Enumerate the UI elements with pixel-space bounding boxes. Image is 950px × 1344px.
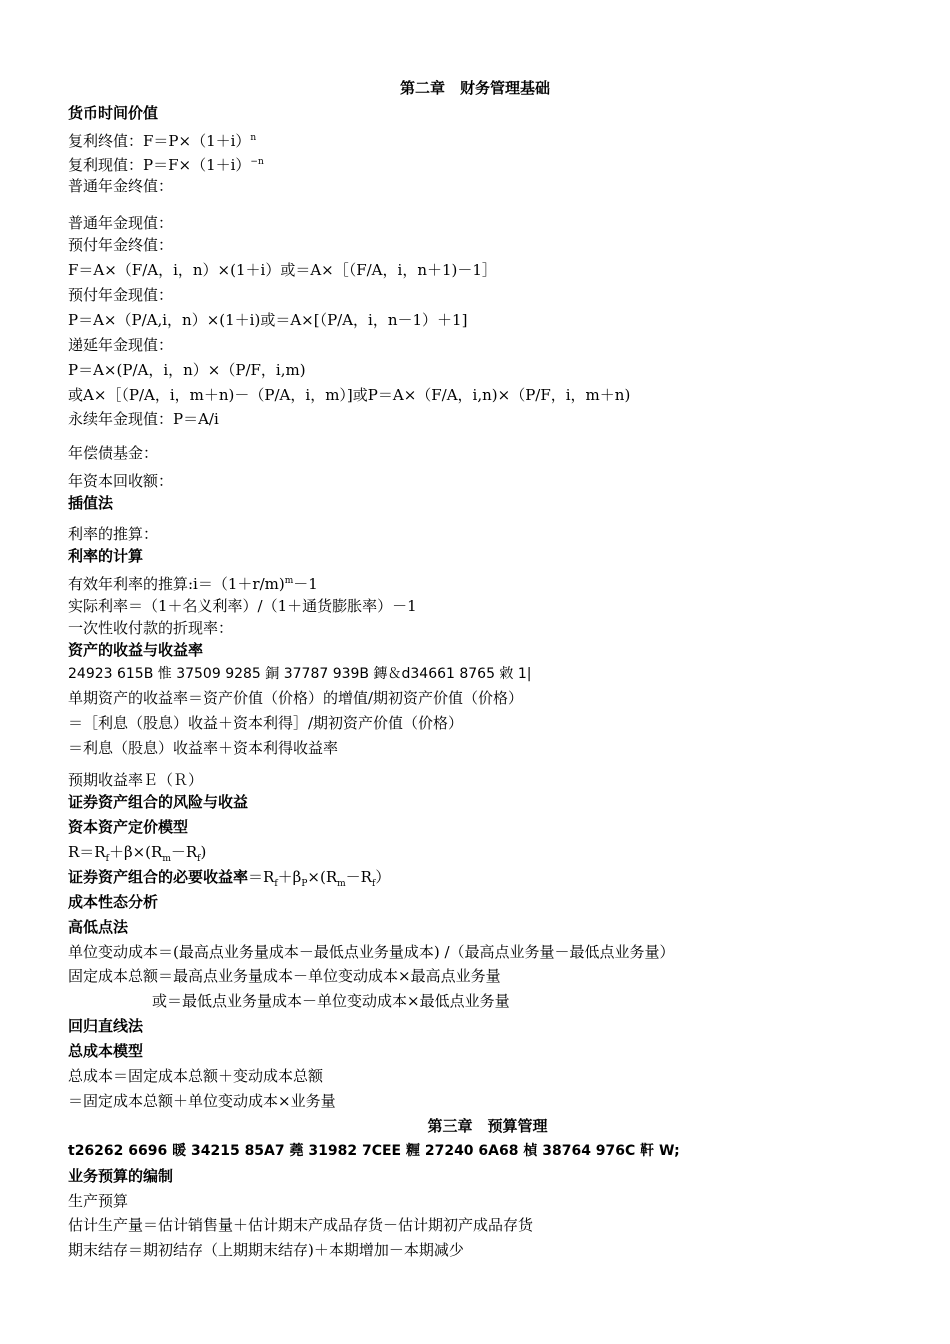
compound-future-value: 复利终值：$F=P\times(1+i)^n$ <box>68 132 257 150</box>
capital-recovery: 年资本回收额： <box>68 472 174 490</box>
deferred-annuity-formula-1: P＝A×(P/A，i，n）×（P/F，i,m) <box>68 361 306 379</box>
garbled-text-line-1: 24923 615B 惟 37509 9285 銅 37787 939B 鏄＆d34661 8765 敹 1| <box>68 666 532 682</box>
perpetuity-pv: 永续年金现值：P＝A/i <box>68 410 219 428</box>
single-period-return: 单期资产的收益率＝资产价值（价格）的增值/期初资产价值（价格） <box>68 689 524 707</box>
section-heading-time-value: 货币时间价值 <box>68 104 159 122</box>
section-heading-asset-return: 资产的收益与收益率 <box>68 641 204 659</box>
section-heading-regression: 回归直线法 <box>68 1017 144 1035</box>
annuity-future-value: 普通年金终值： <box>68 177 174 195</box>
section-heading-high-low: 高低点法 <box>68 918 129 936</box>
single-period-return-2: ＝［利息（股息）收益＋资本利得］/期初资产价值（价格） <box>68 714 464 732</box>
annuity-due-pv-formula: P＝A×（P/A,i，n）×(1＋i)或＝A×[（P/A，i，n－1）＋1] <box>68 311 468 329</box>
real-rate: 实际利率＝（1＋名义利率）/（1＋通货膨胀率）－1 <box>68 597 417 615</box>
lump-sum-discount-rate: 一次性收付款的折现率： <box>68 619 234 637</box>
deferred-annuity-pv: 递延年金现值： <box>68 336 174 354</box>
ending-inventory: 期末结存＝期初结存（上期期末结存)＋本期增加－本期减少 <box>68 1241 464 1259</box>
total-cost-1: 总成本＝固定成本总额＋变动成本总额 <box>68 1067 324 1085</box>
portfolio-required-return: 证券资产组合的必要收益率$=R_f+\beta_P\times(R_m-R_f)$ <box>68 868 391 889</box>
expected-return: 预期收益率Ｅ（Ｒ） <box>68 771 204 789</box>
section-heading-total-cost: 总成本模型 <box>68 1042 144 1060</box>
fixed-cost-total-alt: 或＝最低点业务量成本－单位变动成本×最低点业务量 <box>152 992 510 1010</box>
estimated-production: 估计生产量＝估计销售量＋估计期末产成品存货－估计期初产成品存货 <box>68 1216 534 1234</box>
total-cost-2: ＝固定成本总额＋单位变动成本×业务量 <box>68 1092 336 1110</box>
section-heading-capm: 资本资产定价模型 <box>68 818 189 836</box>
section-heading-interpolation: 插值法 <box>68 494 114 512</box>
chapter-2-title: 第二章 财务管理基础 <box>399 79 550 97</box>
garbled-text-line-2: t26262 6696 暖 34215 85A7 蕘 31982 7CEE 糎 27240 6A68 楨 38764 976C 靬 W; <box>68 1143 680 1159</box>
single-period-return-3: ＝利息（股息）收益率＋资本利得收益率 <box>68 739 339 757</box>
effective-rate: 有效年利率的推算:i＝（1＋r/m)$^m$－1 <box>68 575 318 593</box>
unit-variable-cost: 单位变动成本＝(最高点业务量成本－最低点业务量成本) /（最高点业务量－最低点业务量） <box>68 943 675 961</box>
section-heading-portfolio-risk: 证券资产组合的风险与收益 <box>68 793 249 811</box>
section-heading-rate-calc: 利率的计算 <box>68 547 144 565</box>
annuity-due-present-value: 预付年金现值： <box>68 286 174 304</box>
deferred-annuity-formula-2: 或A×［（P/A，i，m＋n)－（P/A，i，m）]或P＝A×（F/A，i,n)×（P/F，i，m＋n) <box>68 386 631 404</box>
rate-inference: 利率的推算： <box>68 525 159 543</box>
fixed-cost-total: 固定成本总额＝最高点业务量成本－单位变动成本×最高点业务量 <box>68 967 501 985</box>
annuity-due-fv-formula: F＝A×（F/A，i，n）×(1＋i）或＝A×［（F/A，i，n＋1)－1］ <box>68 261 497 279</box>
annuity-present-value: 普通年金现值： <box>68 214 174 232</box>
capm-formula: $R=R_f+\beta\times(R_m-R_f)$ <box>68 843 207 864</box>
compound-present-value: 复利现值：$P=F\times(1+i)^{-n}$ <box>68 156 264 174</box>
annuity-due-future-value: 预付年金终值： <box>68 236 174 254</box>
section-heading-cost-behavior: 成本性态分析 <box>68 893 159 911</box>
chapter-3-title: 第三章 预算管理 <box>427 1117 548 1135</box>
production-budget: 生产预算 <box>68 1192 129 1210</box>
section-heading-business-budget: 业务预算的编制 <box>68 1167 174 1185</box>
sinking-fund: 年偿债基金： <box>68 444 159 462</box>
